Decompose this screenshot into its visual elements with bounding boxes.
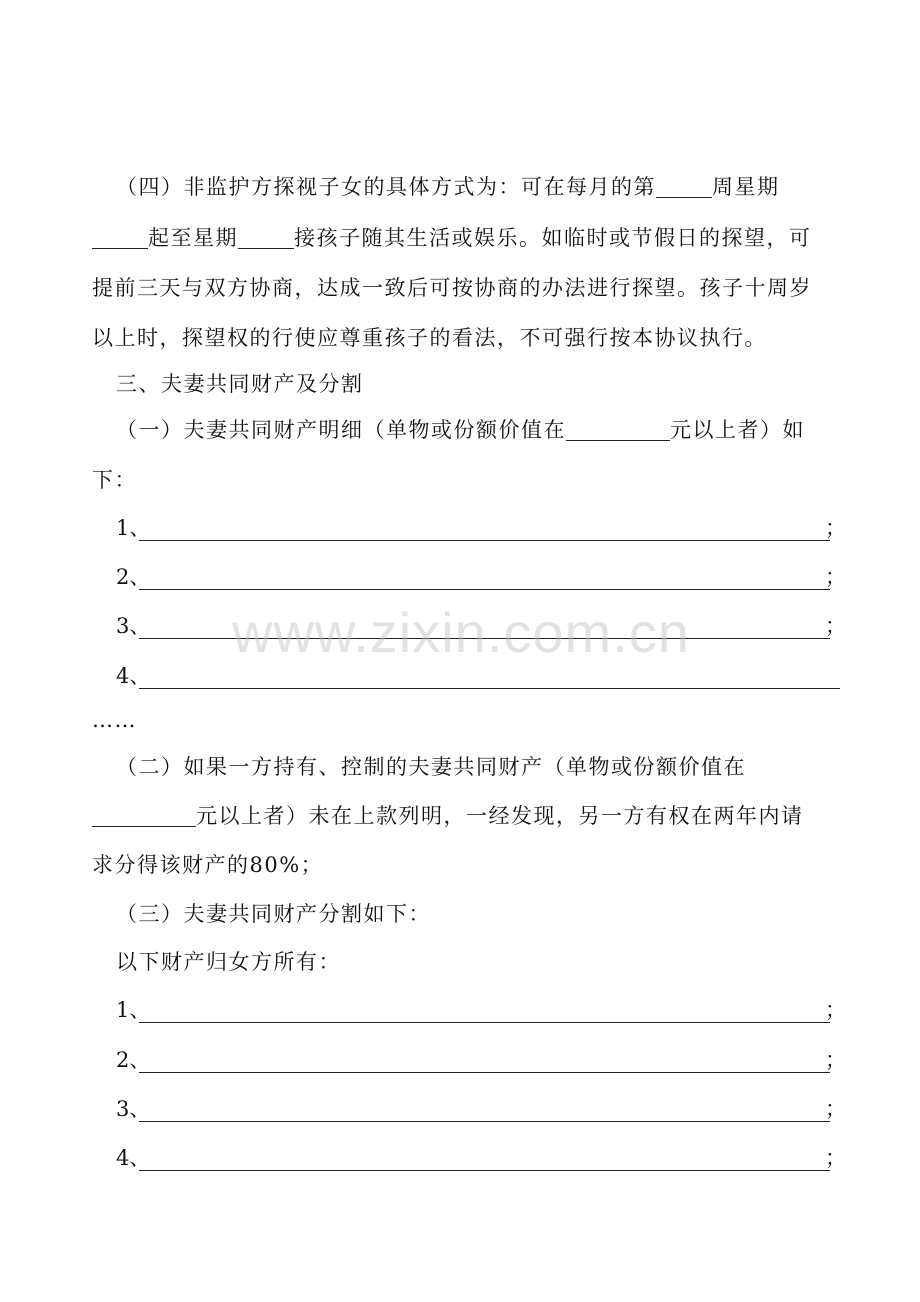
subsection-1-line-1: （一）夫妻共同财产明细（单物或份额价值在 元以上者）如 — [0, 410, 920, 450]
blank-value-threshold-2 — [92, 800, 196, 827]
property-list-item-1: 1、 ； — [116, 508, 846, 548]
ellipsis: …… — [92, 708, 137, 732]
blank-value-threshold-1 — [566, 414, 670, 441]
blank-line — [139, 656, 840, 689]
female-property-item-4: 4、 ； — [116, 1138, 846, 1178]
subsection-3-heading: （三）夫妻共同财产分割如下： — [116, 902, 431, 926]
paragraph-visitation-line-3: 提前三天与双方协商，达成一致后可按协商的办法进行探望。孩子十周岁 — [92, 276, 812, 300]
female-property-item-2: 2、 ； — [116, 1040, 846, 1080]
blank-end-weekday — [238, 222, 294, 249]
paragraph-visitation-line-2: 起至星期 接孩子随其生活或娱乐。如临时或节假日的探望，可 — [0, 218, 920, 258]
blank-line — [139, 606, 830, 639]
blank-line — [139, 990, 830, 1023]
subsection-2-line-2: 元以上者）未在上款列明，一经发现，另一方有权在两年内请 — [0, 796, 920, 836]
female-property-item-1: 1、 ； — [116, 990, 846, 1030]
property-list-item-3: 3、 ； — [116, 606, 846, 646]
blank-week-number — [656, 171, 712, 198]
watermark: www.zixin.com.cn — [232, 601, 690, 664]
paragraph-visitation-line-4: 以上时，探望权的行使应尊重孩子的看法，不可强行按本协议执行。 — [92, 326, 767, 350]
blank-line — [139, 1089, 830, 1122]
female-property-heading: 以下财产归女方所有： — [116, 950, 341, 974]
blank-line — [139, 557, 830, 590]
female-property-item-3: 3、 ； — [116, 1089, 846, 1129]
blank-line — [139, 1138, 830, 1171]
blank-line — [139, 1040, 830, 1073]
blank-line — [139, 508, 830, 541]
subsection-2-line-3: 求分得该财产的80%； — [92, 853, 324, 877]
subsection-2-line-1: （二）如果一方持有、控制的夫妻共同财产（单物或份额价值在 — [116, 755, 746, 779]
property-list-item-4: 4、 — [116, 656, 846, 696]
blank-start-weekday — [92, 222, 148, 249]
section-heading-joint-property: 三、夫妻共同财产及分割 — [116, 372, 364, 396]
subsection-1-line-2: 下： — [92, 468, 137, 492]
property-list-item-2: 2、 ； — [116, 557, 846, 597]
paragraph-visitation-line-1: （四）非监护方探视子女的具体方式为：可在每月的第 周星期 — [0, 167, 920, 207]
